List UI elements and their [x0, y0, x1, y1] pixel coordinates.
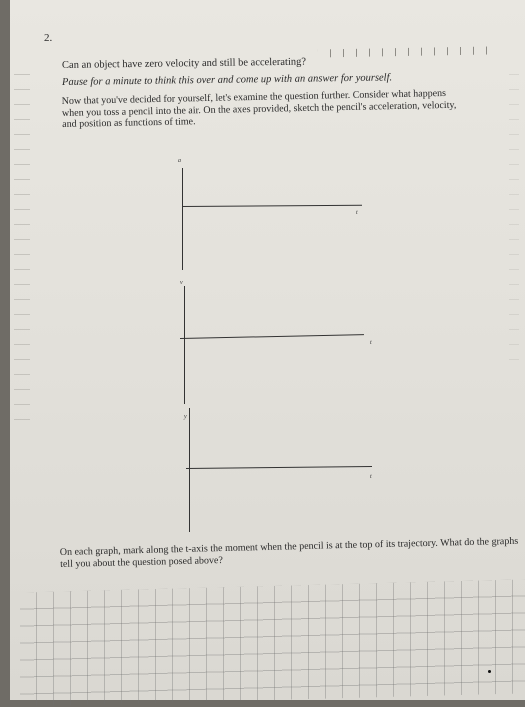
question-pause: Pause for a minute to think this over and come up with an answer for yourself. [61, 72, 393, 88]
footer-instruction: On each graph, mark along the t-axis the moment when the pencil is at the top of its trajectory. What do the graphs tell you about the question posed above? [59, 535, 519, 570]
t-axis-label: t [356, 210, 358, 216]
pencil-dot [488, 670, 491, 673]
left-margin-tick-marks [14, 60, 30, 420]
question-intro: Can an object have zero velocity and still be accelerating? [61, 56, 307, 71]
y-axis-label: a [178, 158, 181, 164]
y-axis [184, 286, 185, 404]
y-axis [189, 408, 190, 532]
y-axis [182, 168, 183, 270]
question-instruction: Now that you've decided for yourself, let's examine the question further. Consider what happens when you toss a pencil into the air. On the axes provided, sketch the pencil's acceleration, velocity, and position as functions of time. [61, 87, 457, 130]
y-axis-label: y [184, 414, 187, 420]
y-axis-label: v [180, 280, 183, 286]
t-axis-label: t [370, 340, 372, 346]
t-axis-label: t [370, 474, 372, 480]
right-margin-tick-marks [509, 60, 519, 360]
question-number: 2. [44, 32, 53, 44]
graph-paper-grid [20, 579, 525, 706]
